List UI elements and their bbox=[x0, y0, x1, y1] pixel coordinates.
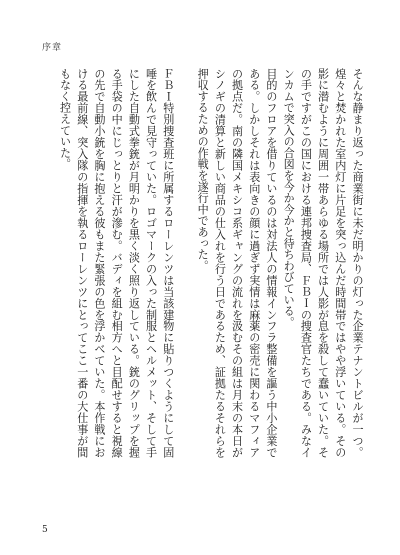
paragraph-break bbox=[177, 68, 194, 85]
body-text bbox=[36, 68, 366, 458]
paragraph: ＦＢＩ特別捜査班に所属するローレンツは当該建物に貼りつくようにして固唾を飲んで見守っていた。ロゴマークの入った制服とヘルメット、そして手にした自動式拳銃が月明かりを黒く淡く照り返している。銃のグリップを握る手袋の中にじっとりと汗が滲む。バディを組む相方へと目配せすると視線の先で自動小銃を胸に抱える彼もまた緊張の色を浮かべていた。本作戦における最前線、突入隊の指揮を執るローレンツにとってここ一番の大仕事が間もなく控えていた。 bbox=[58, 68, 175, 458]
page-number: 5 bbox=[42, 525, 48, 535]
chapter-title: 序章 bbox=[42, 43, 63, 53]
paragraph: 目的のフロアを借りているのは対法人の情報インフラ整備を謳う中小企業である。しかしそれは表向きの顔に過ぎず実情は麻薬の密売に関わるマフィアの拠点だ。南の隣国メキシコ系ギャングの流れを汲むその組は月末の本日がシノギの清算と新しい商品の仕入れを行う日であるため、証拠たるそれらを押収するための作戦を遂行中であった。 bbox=[196, 68, 278, 458]
paragraph: そんな静まり返った商業街に未だ明かりの灯った企業テナントビルが一つ。煌々と焚かれた室内灯に片足を突っ込んだ時間帯ではやや浮いている。その影に潜むように周囲一帯あらゆる場所では人影が息を殺して蠢いていた。その手ですがこの国における連邦捜査局、ＦＢＩの捜査官たちである。みなインカムで突入の合図を今か今かと待ちわびている。 bbox=[282, 68, 364, 458]
